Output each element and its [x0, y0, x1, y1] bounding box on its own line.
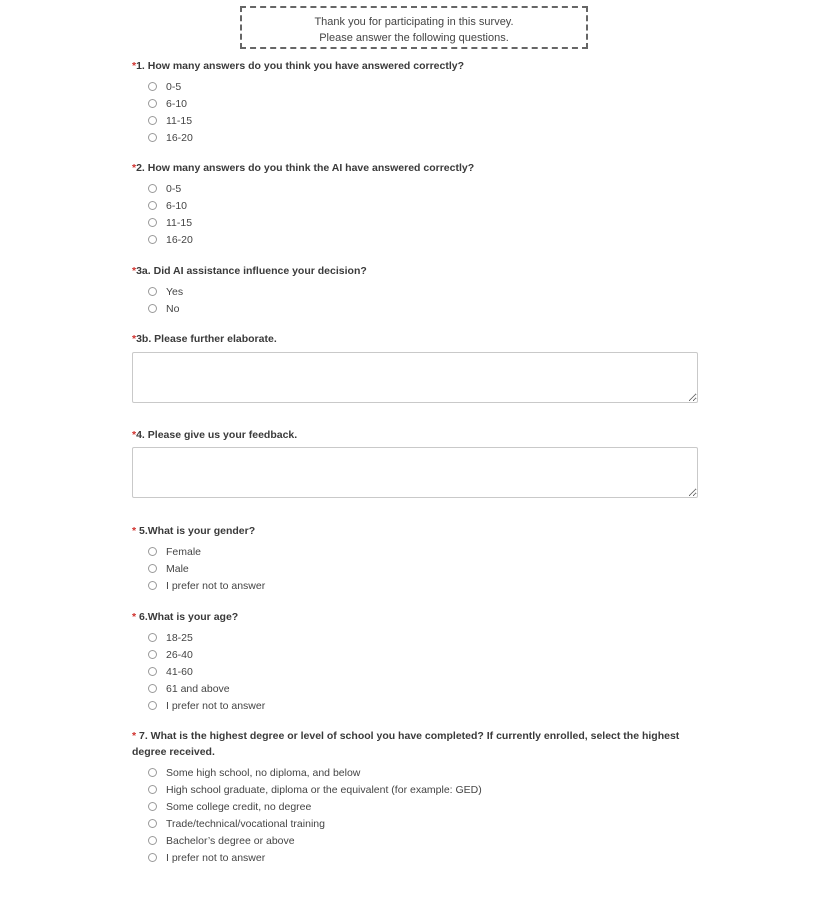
question-7-title: * 7. What is the highest degree or level of school you have completed? If currently enrolled, select the highest degree received.: [132, 730, 680, 758]
question-6-title: * 6.What is your age?: [132, 611, 239, 623]
q1-option-11-15[interactable]: 11-15: [148, 113, 192, 129]
q7-option-high-school-graduate[interactable]: High school graduate, diploma or the equivalent (for example: GED): [148, 782, 482, 798]
q2-option-16-20[interactable]: 16-20: [148, 232, 193, 248]
radio-button[interactable]: [148, 819, 157, 828]
q2-option-0-5[interactable]: 0-5: [148, 181, 181, 197]
radio-button[interactable]: [148, 547, 157, 556]
q1-option-6-10[interactable]: 6-10: [148, 96, 187, 112]
question-2-title: *2. How many answers do you think the AI have answered correctly?: [132, 162, 475, 174]
q2-option-6-10[interactable]: 6-10: [148, 198, 187, 214]
q7-option-some-high-school[interactable]: Some high school, no diploma, and below: [148, 765, 360, 781]
radio-button[interactable]: [148, 304, 157, 313]
radio-button[interactable]: [148, 836, 157, 845]
radio-button[interactable]: [148, 201, 157, 210]
question-5-title: * 5.What is your gender?: [132, 525, 256, 537]
q5-option-prefer-not[interactable]: I prefer not to answer: [148, 578, 265, 594]
q7-option-prefer-not[interactable]: I prefer not to answer: [148, 850, 265, 866]
q3a-option-yes[interactable]: Yes: [148, 284, 183, 300]
q5-option-female[interactable]: Female: [148, 544, 201, 560]
q6-option-26-40[interactable]: 26-40: [148, 647, 193, 663]
radio-button[interactable]: [148, 581, 157, 590]
question-3b-title: *3b. Please further elaborate.: [132, 333, 277, 345]
q7-option-some-college[interactable]: Some college credit, no degree: [148, 799, 311, 815]
q7-option-bachelors[interactable]: Bachelor’s degree or above: [148, 833, 295, 849]
question-3a-title: *3a. Did AI assistance influence your decision?: [132, 265, 367, 277]
q2-option-11-15[interactable]: 11-15: [148, 215, 192, 231]
radio-button[interactable]: [148, 287, 157, 296]
radio-button[interactable]: [148, 701, 157, 710]
q6-option-61-above[interactable]: 61 and above: [148, 681, 230, 697]
q4-feedback-textarea[interactable]: [132, 447, 698, 498]
radio-button[interactable]: [148, 564, 157, 573]
radio-button[interactable]: [148, 99, 157, 108]
radio-button[interactable]: [148, 218, 157, 227]
radio-button[interactable]: [148, 684, 157, 693]
radio-button[interactable]: [148, 768, 157, 777]
required-marker: *: [132, 525, 137, 537]
radio-button[interactable]: [148, 633, 157, 642]
q6-option-prefer-not[interactable]: I prefer not to answer: [148, 698, 265, 714]
required-marker: *: [132, 60, 137, 72]
required-marker: *: [132, 162, 137, 174]
q6-option-41-60[interactable]: 41-60: [148, 664, 193, 680]
required-marker: *: [132, 265, 137, 277]
radio-button[interactable]: [148, 235, 157, 244]
radio-button[interactable]: [148, 650, 157, 659]
q1-option-16-20[interactable]: 16-20: [148, 130, 193, 146]
q1-option-0-5[interactable]: 0-5: [148, 79, 181, 95]
radio-button[interactable]: [148, 82, 157, 91]
radio-button[interactable]: [148, 184, 157, 193]
radio-button[interactable]: [148, 116, 157, 125]
required-marker: *: [132, 333, 137, 345]
question-4-title: *4. Please give us your feedback.: [132, 429, 298, 441]
q6-option-18-25[interactable]: 18-25: [148, 630, 193, 646]
required-marker: *: [132, 730, 137, 742]
required-marker: *: [132, 429, 137, 441]
intro-box: [240, 6, 588, 49]
intro-line-1: Thank you for participating in this survey.: [314, 16, 514, 28]
required-marker: *: [132, 611, 137, 623]
q3a-option-no[interactable]: No: [148, 301, 179, 317]
radio-button[interactable]: [148, 785, 157, 794]
q3b-elaborate-textarea[interactable]: [132, 352, 698, 403]
question-1-title: *1. How many answers do you think you have answered correctly?: [132, 60, 465, 72]
radio-button[interactable]: [148, 133, 157, 142]
radio-button[interactable]: [148, 802, 157, 811]
intro-line-2: Please answer the following questions.: [319, 32, 509, 44]
q7-option-trade-training[interactable]: Trade/technical/vocational training: [148, 816, 325, 832]
q5-option-male[interactable]: Male: [148, 561, 189, 577]
radio-button[interactable]: [148, 667, 157, 676]
radio-button[interactable]: [148, 853, 157, 862]
